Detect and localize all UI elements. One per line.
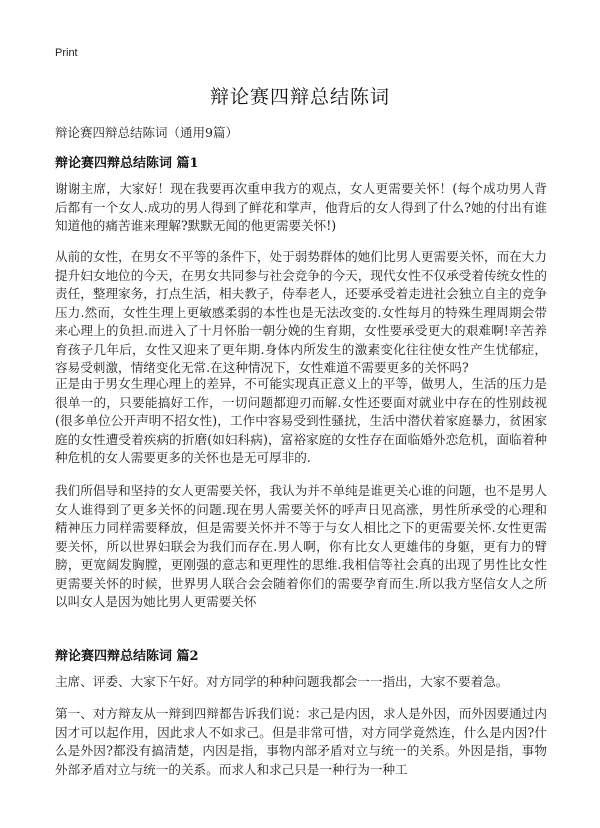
paragraph: 从前的女性，在男女不平等的条件下，处于弱势群体的她们比男人更需要关怀，而在大力提升妇女地位的今天，在男女共同参与社会竞争的今天，现代女性不仅承受着传统女性的责任，整理家务，打点生活，相夫教子，侍奉老人，还要承受着走进社会独立自主的竞争压力.然而，女性生理上更敏感柔弱的本性也是无法改变的.女性每月的特殊生理周期会带来心理上的负担.而进入了十月怀胎一朝分娩的生育期，女性要承受更大的艰难啊!辛苦养育孩子几年后，女性又迎来了更年期.身体内所发生的激素变化往往使女性产生忧郁症，容易受刺激，情绪变化无常.在这种情况下，女性难道不需要更多的关怀吗? [55, 249, 547, 375]
paragraph: 我们所倡导和坚持的女人更需要关怀，我认为并不单纯是谁更关心谁的问题，也不是男人女人谁得到了更多关怀的问题.现在男人需要关怀的呼声日见高涨，男性所承受的心理和精神压力同样需要释放，但是需要关怀并不等于与女人相比之下的更需要关怀.女性更需要关怀，所以世界妇联会为我们而存在.男人啊，你有比女人更雄伟的身躯，更有力的臂膀，更宽阔发胸膛，更刚强的意志和更理性的思维.我相信等社会真的出现了男性比女性更需要关怀的时候，世界男人联合会会随着你们的需要孕育而生.所以我方坚信女人之所以叫女人是因为她比男人更需要关怀 [55, 483, 547, 609]
page-title: 辩论赛四辩总结陈词 [209, 86, 390, 108]
section-heading-1: 辩论赛四辩总结陈词 篇1 [55, 156, 199, 171]
paragraph: 正是由于男女生理心理上的差异，不可能实现真正意义上的平等，做男人，生活的压力是很单一的，只要能搞好工作，一切问题都迎刃而解.女性还要面对就业中存在的性别歧视(很多单位公开声明不招女性)，工作中容易受到性骚扰，生活中潜伏着家庭暴力，贫困家庭的女性遭受着疾病的折磨(如妇科病)，富裕家庭的女性存在面临婚外恋危机，面临着种种危机的女人需要更多的关怀也是无可厚非的. [55, 376, 547, 465]
section-heading-2: 辩论赛四辩总结陈词 篇2 [55, 649, 199, 664]
paragraph: 谢谢主席，大家好！现在我要再次重申我方的观点，女人更需要关怀！(每个成功男人背后都有一个女人.成功的男人得到了鲜花和掌声，他背后的女人得到了什么?她的付出有谁知道他的痛苦谁来理解?默默无闻的他更需要关怀!) [55, 181, 547, 233]
paragraph: 第一、对方辩友从一辩到四辩都告诉我们说：求己是内因，求人是外因，而外因要通过内因才可以起作用，因此求人不如求己。但是非常可惜，对方同学竟然连，什么是内因?什么是外因?都没有搞清楚，内因是指，事物内部矛盾对立与统一的关系。外因是指，事物外部矛盾对立与统一的关系。而求人和求己只是一种行为一种工 [55, 706, 547, 777]
page-subtitle: 辩论赛四辩总结陈词（通用9篇） [55, 125, 238, 140]
paragraph: 主席、评委、大家下午好。对方同学的种种问题我都会一一指出，大家不要着急。 [55, 674, 509, 689]
print-link[interactable]: Print [55, 47, 78, 59]
